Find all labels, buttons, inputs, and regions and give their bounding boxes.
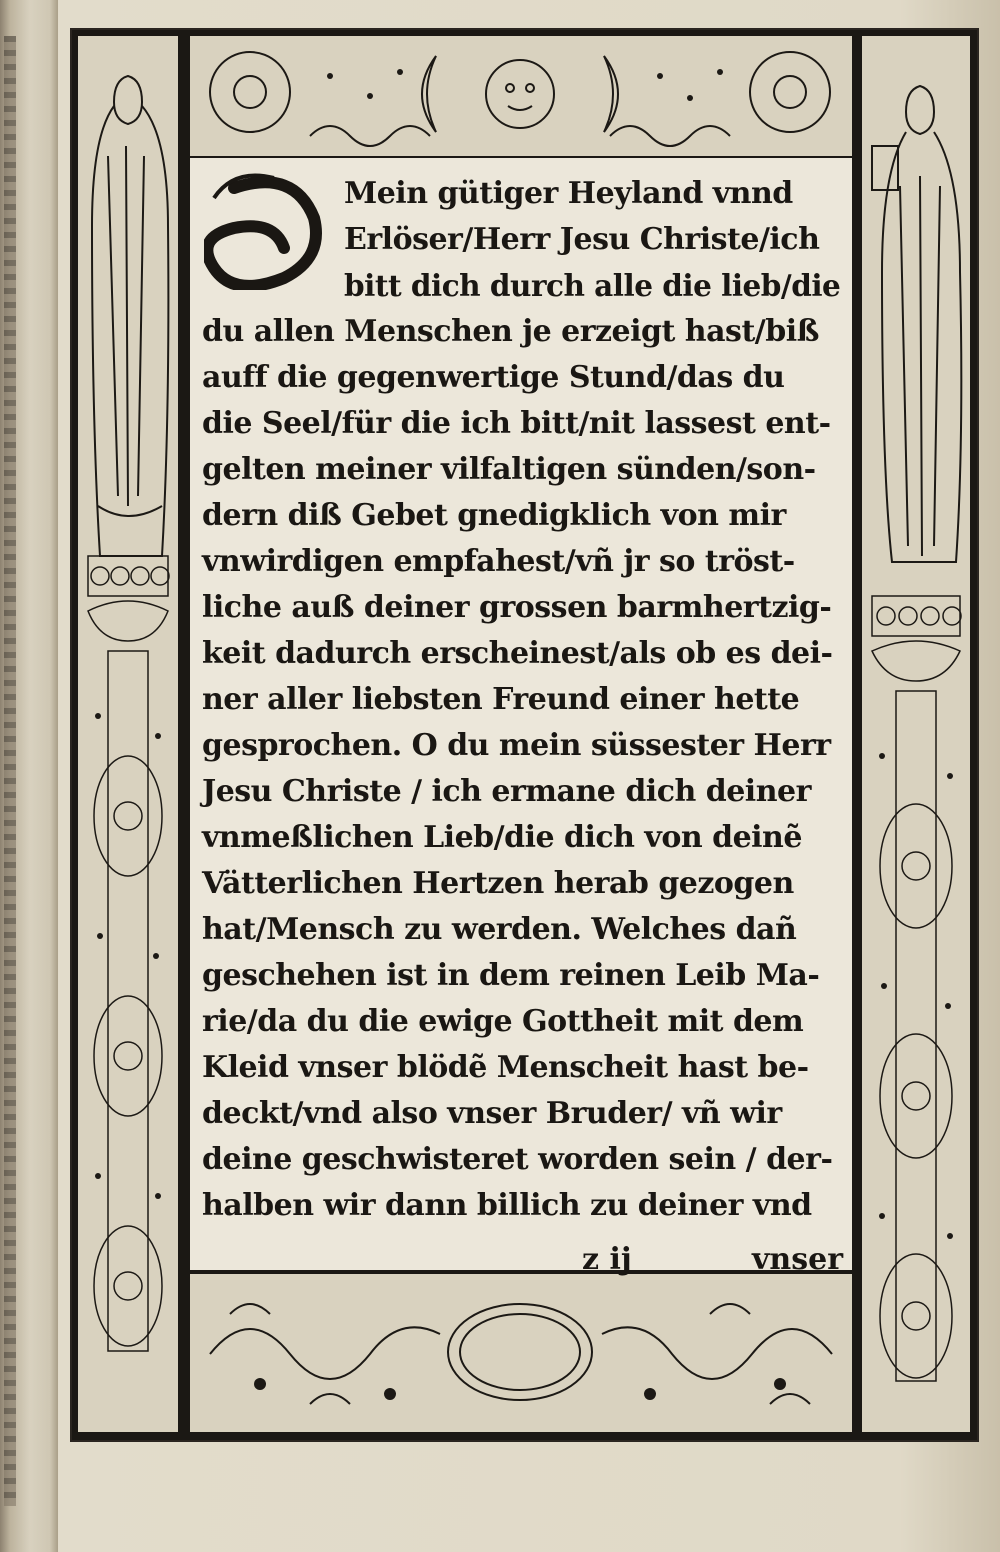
left-border-panel [78, 36, 178, 1432]
text-line-1: Mein gütiger Heyland vnnd [344, 176, 793, 211]
text-line-21: deckt/vnd also vnser Bruder/ vñ wir [202, 1096, 782, 1131]
text-line-17: hat/Mensch zu werden. Welches dañ [202, 912, 797, 947]
text-line-10: liche auß deiner grossen barmhertzig- [202, 590, 832, 625]
text-line-3: bitt dich durch alle die lieb/die [344, 268, 841, 303]
text-line-11: keit dadurch erscheinest/als ob es dei- [202, 636, 833, 671]
text-line-19: rie/da du die ewige Gottheit mit dem [202, 1004, 804, 1039]
saint-figure-right-icon [862, 36, 970, 1432]
top-border-panel [190, 36, 852, 156]
woodcut-border-frame [72, 30, 977, 1440]
text-line-6: die Seel/für die ich bitt/nit lassest ent- [202, 406, 831, 441]
right-border-panel [862, 36, 970, 1432]
drop-cap-o-icon [204, 168, 324, 290]
text-line-7: gelten meiner vilfaltigen sünden/son- [202, 452, 816, 487]
text-line-4: du allen Menschen je erzeigt hast/biß [202, 314, 819, 349]
text-line-20: Kleid vnser blödẽ Menscheit hast be- [202, 1050, 809, 1085]
text-line-2: Erlöser/Herr Jesu Christe/ich [344, 222, 820, 257]
text-line-18: geschehen ist in dem reinen Leib Ma- [202, 958, 820, 993]
binding-edge [0, 0, 58, 1552]
text-line-8: dern diß Gebet gnedigklich von mir [202, 498, 786, 533]
text-line-5: auff die gegenwertige Stund/das du [202, 360, 785, 395]
saint-figure-left-icon [78, 36, 178, 1432]
text-line-16: Vätterlichen Hertzen herab gezogen [202, 866, 794, 901]
text-line-15: vnmeßlichen Lieb/die dich von deinẽ [202, 820, 802, 855]
text-line-14: Jesu Christe / ich ermane dich deiner [202, 774, 811, 809]
text-line-12: ner aller liebsten Freund einer hette [202, 682, 800, 717]
bottom-border-panel [190, 1274, 852, 1432]
text-line-23: halben wir dann billich zu deiner vnd [202, 1188, 812, 1223]
page-footer-line [190, 1242, 852, 1282]
sun-face-icon [190, 36, 852, 156]
text-line-9: vnwirdigen empfahest/vñ jr so tröst- [202, 544, 795, 579]
catchword: vnser [752, 1242, 844, 1277]
adjacent-page-border [4, 36, 16, 1506]
text-block [190, 158, 852, 1277]
cartouche-ornament-icon [190, 1274, 852, 1432]
signature-mark: z ij [582, 1242, 632, 1277]
text-line-13: gesprochen. O du mein süssester Herr [202, 728, 831, 763]
text-line-22: deine geschwisteret worden sein / der- [202, 1142, 833, 1177]
